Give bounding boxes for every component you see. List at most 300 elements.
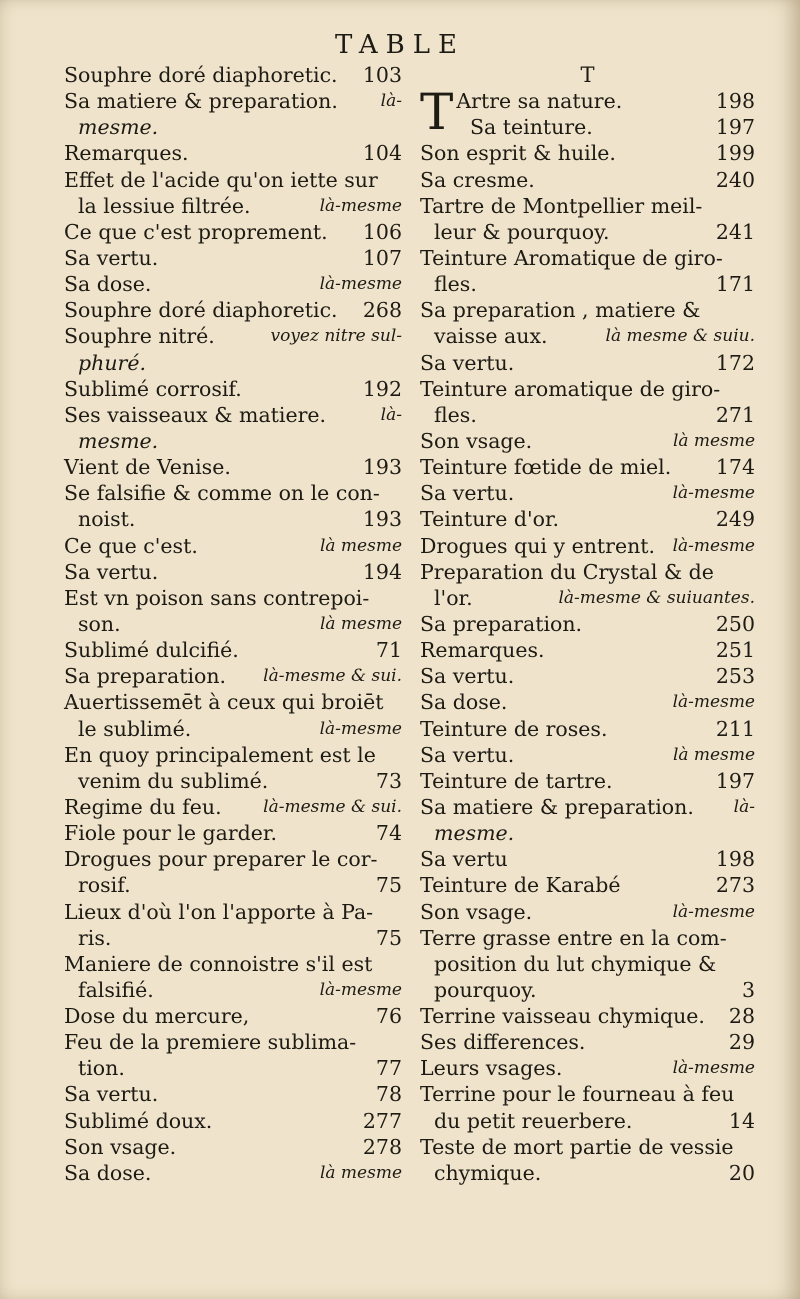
index-entry [64,350,402,376]
entry-text [64,533,198,559]
index-entry [64,1108,402,1134]
entry-label: Teinture fœtide de miel. [420,455,672,480]
entry-label: Sa matiere & preparation. [420,794,694,819]
page-number: 278 [362,1134,402,1159]
entry-label: Artre sa nature. [456,89,623,114]
index-entry [64,402,402,428]
entry-label: Sa preparation , matiere & [420,298,701,323]
page-number: 77 [375,1056,402,1081]
entry-text [420,454,671,480]
index-entry [420,402,755,428]
page-number: 74 [375,821,402,846]
index-entry [64,271,402,297]
entry-label: Teinture d'or. [420,507,560,532]
page-number: 172 [715,350,755,375]
entry-text [434,1108,632,1134]
entry-text [64,585,369,611]
entry-text [420,480,514,506]
cross-reference: là-mesme & sui. [263,796,402,817]
page-number: 192 [362,376,402,401]
entry-label: Leurs vsages. [420,1056,563,1081]
index-entry [420,506,755,532]
entry-text [64,219,328,245]
entry-label: Lieux d'où l'on l'apporte à Pa- [64,899,374,924]
entry-label: Maniere de connoistre s'il est [64,951,373,976]
entry-label: le sublimé. [78,716,192,741]
index-entry [420,559,755,585]
index-entry [420,428,755,454]
index-entry [64,88,402,114]
cross-reference: là-mesme [319,979,402,1000]
entry-text [420,376,720,402]
entry-label: Souphre nitré. [64,324,215,349]
index-entry [420,820,755,846]
entry-text [420,794,694,820]
entry-label: Regime du feu. [64,794,222,819]
index-entry [420,1081,755,1107]
entry-label: noist. [78,507,136,532]
index-entry [420,297,755,323]
entry-text [434,402,477,428]
cross-reference: là-mesme & suiuantes. [558,587,755,608]
entry-text [420,1029,585,1055]
index-column-left [64,62,402,1186]
index-entry [420,716,755,742]
entry-label: Sublimé doux. [64,1108,213,1133]
index-entry [64,559,402,585]
index-entry [64,925,402,951]
entry-label: Ce que c'est. [64,533,198,558]
index-entry [64,663,402,689]
page-number: 193 [362,507,402,532]
entry-text [64,402,326,428]
index-entry [64,1134,402,1160]
entry-text [64,480,380,506]
entry-label: Drogues qui y entrent. [420,533,656,558]
entry-text [420,689,507,715]
index-entry [64,1055,402,1081]
entry-label: Remarques. [420,638,545,663]
entry-label: Sublimé dulcifié. [64,638,239,663]
entry-label: Teinture Aromatique de giro- [420,245,723,270]
entry-text [420,1081,734,1107]
index-entry [420,1160,755,1186]
entry-text [64,62,338,88]
entry-text [434,219,609,245]
entry-label: Sa vertu. [64,245,159,270]
entry-label: falsifié. [78,977,154,1002]
index-entry [420,899,755,925]
index-entry [64,872,402,898]
index-entry [420,193,755,219]
page-number: 250 [715,611,755,636]
entry-text [434,271,477,297]
entry-label: vaisse aux. [434,324,548,349]
entry-text [78,193,250,219]
cross-reference: là- [733,796,755,817]
index-entry [64,742,402,768]
entry-label: mesme. [78,115,159,140]
entry-label: Sa vertu. [420,350,515,375]
entry-text [64,794,222,820]
cross-reference: là mesme [319,1162,402,1183]
entry-text [64,167,378,193]
entry-text [64,559,158,585]
entry-text [64,454,231,480]
entry-label: Sa dose. [64,272,152,297]
entry-text [78,1055,125,1081]
index-entry [420,245,755,271]
index-entry [420,794,755,820]
entry-label: T [580,63,595,87]
page-number: 29 [728,1030,755,1055]
entry-text [420,899,532,925]
entry-text [78,977,154,1003]
index-entry [420,114,755,140]
entry-text [78,114,158,140]
cross-reference: là mesme [672,744,755,765]
entry-label: Sa preparation. [420,611,583,636]
entry-label: fles. [434,272,477,297]
page-number: 194 [362,559,402,584]
page-number: 271 [715,402,755,427]
index-entry [420,1029,755,1055]
index-entry [64,323,402,349]
entry-text [78,925,111,951]
index-entry [64,1003,402,1029]
page-number: 249 [715,507,755,532]
index-entry [420,219,755,245]
entry-text [420,846,508,872]
index-entry [64,846,402,872]
page-number: 106 [362,219,402,244]
drop-cap: T [420,83,454,142]
entry-label: Ce que c'est proprement. [64,219,328,244]
index-entry [420,323,755,349]
entry-label: chymique. [434,1160,542,1185]
index-entry [64,114,402,140]
page-number: 104 [362,141,402,166]
entry-text [420,428,532,454]
index-entry [64,899,402,925]
entry-text [420,637,545,663]
entry-label: position du lut chymique & [434,951,717,976]
index-entry [420,167,755,193]
entry-text [78,872,131,898]
cross-reference: là-mesme [672,901,755,922]
entry-text [420,872,620,898]
index-entry [64,1081,402,1107]
entry-text [64,140,189,166]
index-entry [420,350,755,376]
entry-label: Teinture aromatique de giro- [420,376,721,401]
index-entry [420,1108,755,1134]
entry-label: En quoy principalement est le [64,742,376,767]
entry-label: Souphre doré diaphoretic. [64,298,338,323]
entry-label: Terre grasse entre en la com- [420,925,727,950]
cross-reference: là mesme [319,613,402,634]
index-entry [420,846,755,872]
page-number: 277 [362,1108,402,1133]
index-entry [420,611,755,637]
index-entry [420,689,755,715]
entry-label: Ses vaisseaux & matiere. [64,402,327,427]
entry-label: Son esprit & huile. [420,141,616,166]
page-number: 3 [741,977,755,1002]
entry-label: du petit reuerbere. [434,1108,633,1133]
index-entry [64,637,402,663]
entry-label: Sa matiere & preparation. [64,89,338,114]
entry-text [64,376,242,402]
entry-label: Feu de la premiere sublima- [64,1030,357,1055]
page-number: 103 [362,63,402,87]
index-entry [64,428,402,454]
index-entry [420,663,755,689]
index-entry [64,533,402,559]
index-entry [64,245,402,271]
entry-text [64,245,158,271]
entry-text [420,140,616,166]
entry-text [64,271,151,297]
entry-text [78,611,121,637]
entry-label: mesme. [434,821,515,846]
entry-text [434,1160,541,1186]
index-entry [64,689,402,715]
cross-reference: là-mesme [319,718,402,739]
index-entry [64,977,402,1003]
cross-reference: là-mesme & sui. [263,666,402,687]
page-number: 199 [715,141,755,166]
cross-reference: là mesme [319,535,402,556]
entry-label: Teinture de roses. [420,716,608,741]
entry-label: Preparation du Crystal & de [420,559,714,584]
entry-text [64,1108,212,1134]
entry-label: Sa vertu. [64,1082,159,1107]
entry-text [64,1160,151,1186]
entry-label: Son vsage. [420,428,533,453]
page-number: 240 [715,167,755,192]
cross-reference: là-mesme [672,692,755,713]
entry-label: Effet de l'acide qu'on iette sur [64,167,378,192]
entry-text [434,820,514,846]
page-number: 253 [715,664,755,689]
index-entry [420,271,755,297]
page-number: 211 [715,716,755,741]
page-number: 107 [362,245,402,270]
entry-label: Ses differences. [420,1030,586,1055]
index-entry [64,140,402,166]
page-number: 268 [362,298,402,323]
entry-label: Remarques. [64,141,189,166]
entry-text [78,428,158,454]
page-number: 14 [728,1108,755,1133]
entry-label: rosif. [78,873,131,898]
entry-text [434,977,537,1003]
page-number: 75 [375,873,402,898]
entry-label: ris. [78,925,112,950]
index-entry [64,480,402,506]
index-entry [64,611,402,637]
entry-text [420,768,613,794]
entry-text [420,611,582,637]
entry-label: Terrine pour le fourneau à feu [420,1082,735,1107]
entry-label: Souphre doré diaphoretic. [64,63,338,87]
index-column-right [420,62,755,1186]
cross-reference: là mesme [672,430,755,451]
cross-reference: là-mesme [319,274,402,295]
entry-text [420,533,655,559]
cross-reference: là- [380,404,402,425]
index-entry [64,219,402,245]
entry-label: Teinture de Karabé [420,873,621,898]
index-entry [64,376,402,402]
entry-text [64,951,372,977]
entry-label: venim du sublimé. [78,768,269,793]
page-number: 75 [375,925,402,950]
entry-text [64,1081,158,1107]
entry-label: Sa preparation. [64,664,227,689]
entry-text [64,88,338,114]
entry-text [64,689,383,715]
entry-label: Sa teinture. [470,115,593,140]
entry-text [64,323,215,349]
entry-label: Dose du mercure, [64,1004,250,1029]
entry-text [420,1003,705,1029]
entry-label: Sa vertu. [420,481,515,506]
cross-reference: là-mesme [672,1058,755,1079]
index-entry [420,768,755,794]
index-entry [420,637,755,663]
entry-text [78,350,146,376]
entry-text [420,1055,562,1081]
entry-label: Sublimé corrosif. [64,376,242,401]
entry-label: Est vn poison sans contrepoi- [64,585,370,610]
entry-label: Terrine vaisseau chymique. [420,1004,705,1029]
entry-text [78,768,268,794]
entry-text [64,297,338,323]
cross-reference: là-mesme [319,195,402,216]
page-number: 198 [715,89,755,114]
entry-label: mesme. [78,428,159,453]
index-entry [64,951,402,977]
page-number: 273 [715,873,755,898]
entry-text [64,1029,356,1055]
cross-reference: là- [380,91,402,112]
entry-text [434,323,548,349]
entry-label: pourquoy. [434,977,537,1002]
index-entry [420,585,755,611]
index-entry [420,62,755,88]
entry-text [420,167,535,193]
cross-reference: là-mesme [672,483,755,504]
index-entry [64,297,402,323]
entry-label: Teinture de tartre. [420,768,613,793]
page-number: 241 [715,219,755,244]
entry-text [420,742,514,768]
index-entry [420,1134,755,1160]
entry-label: Sa dose. [64,1160,152,1185]
entry-text [420,925,727,951]
index-entry [64,716,402,742]
page-number: 174 [715,455,755,480]
entry-text [64,846,377,872]
index-entry [420,533,755,559]
running-header: TABLE [334,30,466,60]
entry-label: tion. [78,1056,125,1081]
page-number: 28 [728,1004,755,1029]
entry-label: Auertissemēt à ceux qui broiēt [64,690,384,715]
index-entry [420,872,755,898]
page-number: 73 [375,768,402,793]
entry-label: fles. [434,402,477,427]
entry-label: Vient de Venise. [64,455,231,480]
entry-text [64,899,373,925]
entry-label: Son vsage. [420,899,533,924]
entry-label: Se falsifie & comme on le con- [64,481,380,506]
entry-text [64,637,239,663]
entry-label: Teste de mort partie de vessie [420,1134,734,1159]
entry-text [64,663,226,689]
entry-label: Sa vertu. [64,559,159,584]
page-number: 193 [362,455,402,480]
entry-text [420,716,607,742]
entry-label: Son vsage. [64,1134,177,1159]
cross-reference: voyez nitre sul- [270,326,402,347]
page-number: 78 [375,1082,402,1107]
index-entry [420,480,755,506]
index-entry [64,768,402,794]
entry-text [420,193,702,219]
entry-label: l'or. [434,585,473,610]
entry-text [78,716,191,742]
entry-label: Sa vertu [420,847,508,872]
index-entry [420,454,755,480]
entry-label: Sa vertu. [420,664,515,689]
entry-label: Sa cresme. [420,167,535,192]
entry-text [64,1003,249,1029]
entry-label: la lessiue filtrée. [78,193,251,218]
entry-text [420,559,714,585]
entry-label: son. [78,611,121,636]
entry-text [64,820,277,846]
index-entry [64,1160,402,1186]
entry-text [64,1134,176,1160]
index-entry [64,1029,402,1055]
index-entry [64,506,402,532]
page-number: 171 [715,272,755,297]
entry-text [420,1134,734,1160]
index-entry [64,820,402,846]
page-number: 198 [715,847,755,872]
entry-label: Drogues pour preparer le cor- [64,847,378,872]
entry-text [420,245,723,271]
entry-label: Sa vertu. [420,742,515,767]
index-entry [420,925,755,951]
index-entry [420,376,755,402]
entry-text [420,663,514,689]
page-number: 76 [375,1004,402,1029]
index-entry [420,951,755,977]
page-number: 251 [715,638,755,663]
entry-label: phuré. [78,350,146,375]
index-entry [420,1055,755,1081]
page-number: 20 [728,1160,755,1185]
letter-heading [580,62,594,88]
cross-reference: là-mesme [672,535,755,556]
index-entry [420,140,755,166]
page-number: 197 [715,115,755,140]
index-entry [64,585,402,611]
